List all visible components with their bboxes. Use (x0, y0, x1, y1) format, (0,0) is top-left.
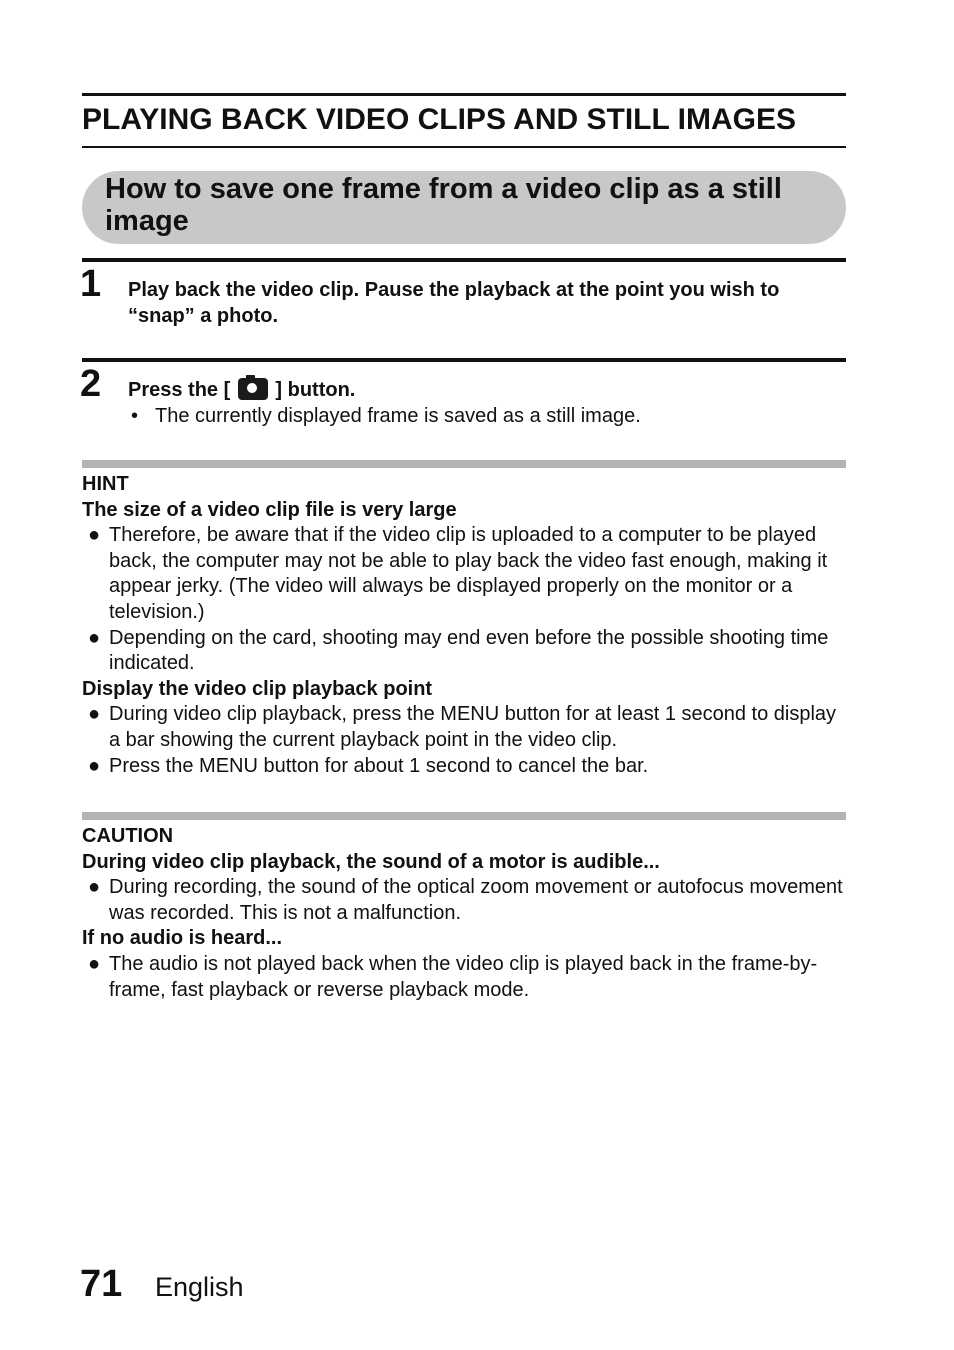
list-item (82, 702, 846, 753)
step-2-note (131, 403, 841, 429)
chapter-top-rule (82, 93, 846, 96)
step-2-number: 2 (80, 363, 102, 405)
bullet-icon: ● (88, 754, 101, 777)
bullet-icon: ● (88, 524, 101, 547)
section-banner (82, 171, 846, 244)
list-item (82, 523, 846, 625)
page-number: 71 (80, 1263, 123, 1305)
bullet-icon: ● (88, 703, 101, 726)
step-1-number: 1 (80, 263, 102, 305)
bullet-icon: ● (88, 876, 101, 899)
caution-divider (82, 812, 846, 820)
list-item (82, 875, 846, 926)
bullet-icon: ● (88, 952, 101, 975)
step-2-note-bullet: • (131, 405, 139, 427)
hint-heading-1: The size of a video clip file is very large (82, 498, 457, 521)
camera-icon (238, 378, 268, 400)
step-2-text-before: Press the [ (128, 379, 231, 401)
chapter-title: PLAYING BACK VIDEO CLIPS AND STILL IMAGES (82, 103, 796, 136)
page-language: English (155, 1272, 244, 1302)
caution-heading-2: If no audio is heard... (82, 927, 283, 950)
list-item (82, 626, 846, 677)
list-item-text: The audio is not played back when the video clip is played back in the frame-by-frame, fast playback or reverse playback mode. (109, 952, 818, 1001)
list-item (82, 754, 846, 780)
bullet-icon: ● (88, 626, 101, 649)
section-title: How to save one frame from a video clip as a still image (105, 173, 782, 237)
caution-section (82, 824, 846, 1003)
list-item-text: Depending on the card, shooting may end even before the possible shooting time indicated. (109, 626, 829, 675)
hint-heading-2: Display the video clip playback point (82, 677, 433, 700)
step-1-rule (82, 258, 846, 262)
list-item-text: Therefore, be aware that if the video clip is uploaded to a computer to be played back, the computer may not be able to play back the video fast enough, making it appear jerky. (The video will always be displayed properly on the monitor or a television.) (109, 524, 828, 623)
list-item-text: During video clip playback, press the MENU button for at least 1 second to display a bar showing the current playback point in the video clip. (109, 703, 837, 751)
list-item-text: During recording, the sound of the optical zoom movement or autofocus movement was recorded. This is not a malfunction. (109, 876, 843, 924)
caution-label: CAUTION (82, 825, 174, 847)
hint-section (82, 472, 846, 779)
list-item-text: Press the MENU button for about 1 second to cancel the bar. (109, 754, 649, 777)
caution-heading-1: During video clip playback, the sound of a motor is audible... (82, 850, 660, 873)
step-2-text (128, 377, 846, 403)
list-item (82, 952, 846, 1003)
step-2-rule (82, 358, 846, 362)
chapter-bottom-rule (82, 146, 846, 148)
hint-label: HINT (82, 473, 129, 495)
step-1-text: Play back the video clip. Pause the playback at the point you wish to “snap” a photo. (128, 279, 780, 327)
step-2-text-after: ] button. (275, 379, 356, 401)
step-2-note-text: The currently displayed frame is saved as a still image. (155, 405, 641, 427)
hint-divider (82, 460, 846, 468)
